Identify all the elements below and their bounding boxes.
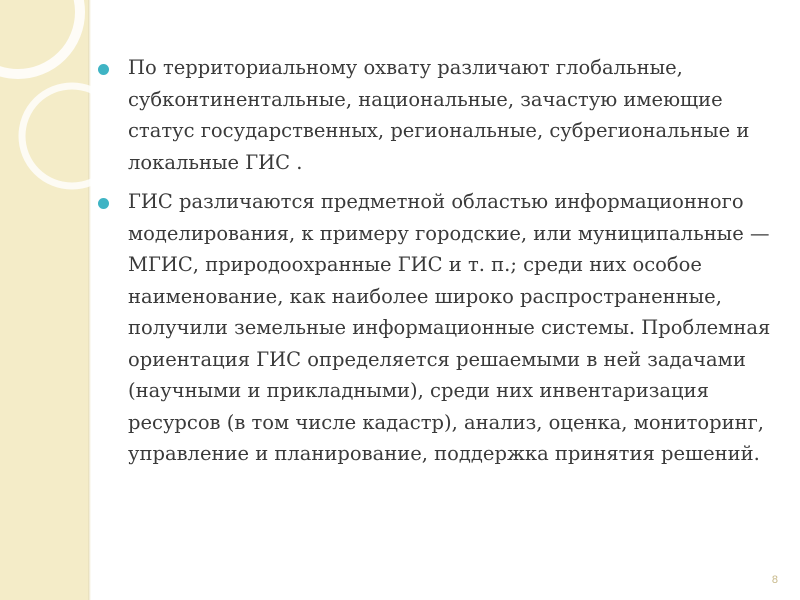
bullet-text: ГИС различаются предметной областью информационного моделирования, к примеру городские, или муниципальные — МГИС, природоохранные ГИС и т. п.; среди них особое наименование, как наиболее широко распространенные, получили земельные информационные системы. Проблемная ориентация ГИС определяется решаемыми в ней задачами (научными и прикладными), среди них инвентаризация ресурсов (в том числе кадастр), анализ, оценка, мониторинг, управление и планирование, поддержка принятия решений. [128,190,771,465]
bullet-dot-icon [98,64,109,75]
side-panel-decoration [0,0,88,600]
bullet-item-subject-area [98,186,788,470]
bullet-text: По территориальному охвату различают глобальные, субконтинентальные, национальные, зачастую имеющие статус государственных, региональные, субрегиональные и локальные ГИС . [128,56,750,174]
side-panel-edge [88,0,91,600]
bullet-dot-icon [98,198,109,209]
bullet-item-territorial-coverage [98,52,788,178]
page-number: 8 [771,574,778,586]
bullet-list [98,52,788,478]
